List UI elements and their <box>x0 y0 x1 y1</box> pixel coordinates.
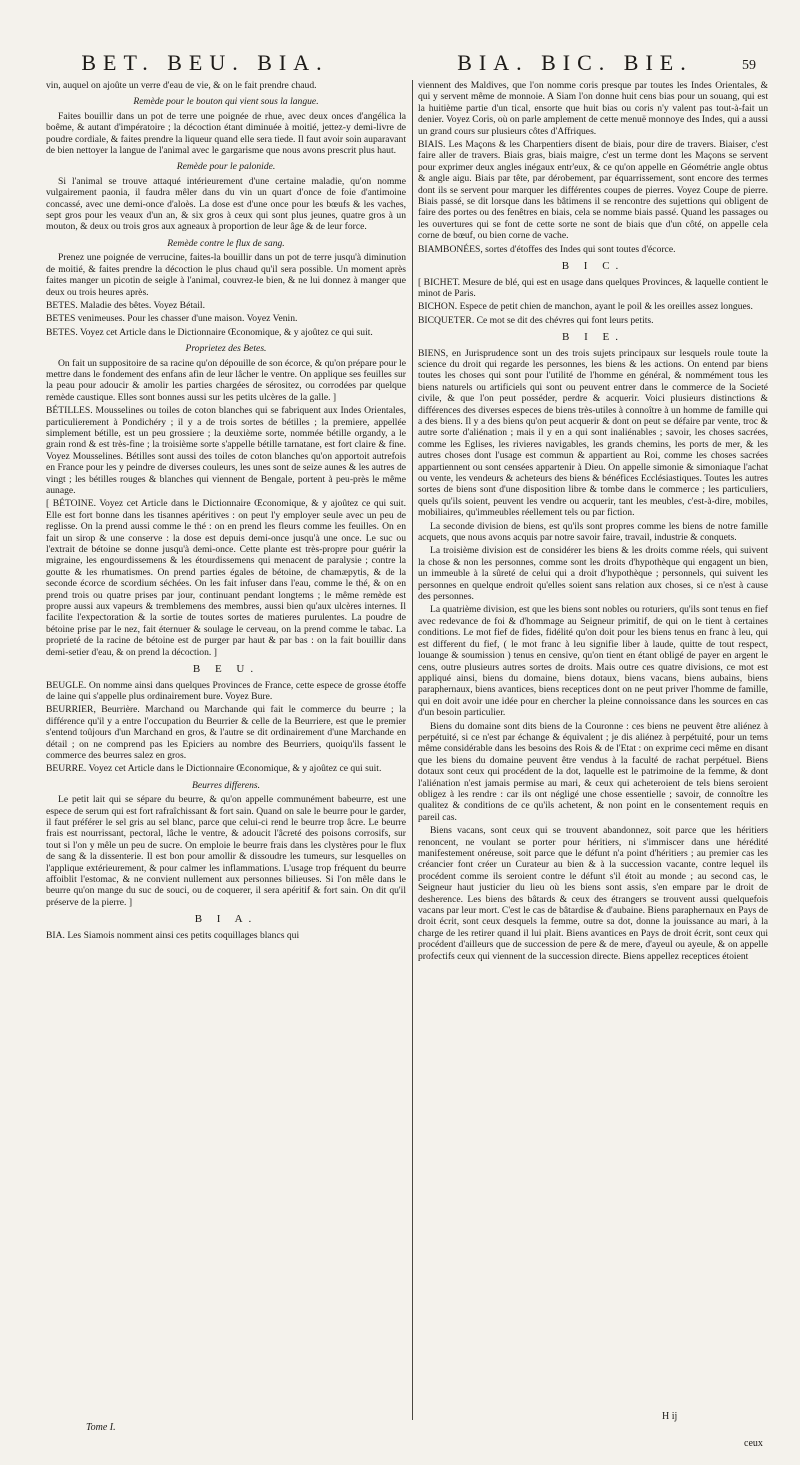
volume-signature: Tome I. <box>86 1422 116 1433</box>
text-paragraph: Biens vacans, sont ceux qui se trouvent abandonnez, soit parce que les héritiers renoncent, ne voulant se porter pour héritiers, ni s'immiscer dans une hérédité manifestement onéreuse, soit parce que le défunt n'a point d'héritiers ; au premier cas les créancier font créer un Curateur au bien & à la succession vacante, contre lequel ils procédent comme ils seroient contre le défunt s'il étoit au monde ; au second cas, le Seigneur haut justicier du lieu où les biens sont assis, s'en empare par le droit de desherence. Les biens des bâtards & ceux des étrangers se trouvent aussi quelquefois vacans par leur mort. C'est le cas de bâtardise & d'aubaine. Biens paraphernaux en Pays de droit écrit, sont ceux desquels la femme, outre sa dot, donne la jouissance au mari, à la charge de les retirer quand il lui plait. Biens avantices en Pays de droit écrit, sont ceux qui procédent d'ailleurs que de succession de pere & de mere, d'ayeul ou ayeule, & on appelle profectifs ceux qui viennent de la succession directe. Biens appellez receptices étoient <box>418 825 768 962</box>
text-paragraph: La troisième division est de considérer les biens & les droits comme réels, qui suivent la chose & non les personnes, comme sont les droits d'hypothèque qui engagent un bien, un immeuble à la sûreté de celui qui a droit d'hypothèque ; personnels, qui suivent les personnes en quelque endroit qu'elles soient sans relation aux choses, si ce n'est à cause des personnes. <box>418 545 768 603</box>
entry-subheading: Remède contre le flux de sang. <box>167 237 285 249</box>
column-rule <box>412 80 413 1420</box>
text-paragraph: Le petit lait qui se sépare du beurre, & qu'on appelle communément babeurre, est une espece de serum qui est fort rafraîchissant & fort sain. Quand on sale le beurre pour le garder, il faut préférer le sel gris au sel blanc, parce que celui-ci rend le beurre trop âcre. Le beurre frais est nourrissant, pectoral, lâche le ventre, & adoucit l'âcreté des poisons corrosifs, sur tout si l'on y mêle un peu de sucre. On emploie le beurre frais dans les clystères pour le flux de sang & la dissenterie. Il est bon pour amollir & dissoudre les tumeurs, sur lesquelles on l'applique extérieurement, & pour calmer les inflammations. L'usage trop fréquent du beurre affoiblit l'estomac, & ne convient nullement aux personnes bilieuses. Si l'on mêle dans le beurre qu'on mange du suc de souci, ou de coquerer, il sera apéritif & fort sain. On dit qu'il préserve de la pierre. ] <box>46 794 406 908</box>
text-paragraph: BETES. Maladie des bêtes. Voyez Bétail. <box>46 299 205 311</box>
text-paragraph: La seconde division de biens, est qu'ils sont propres comme les biens de notre famille acquets, que nous avons acquis par notre savoir faire, travail, industrie & conquets. <box>418 520 768 544</box>
text-paragraph: BEUGLE. On nomme ainsi dans quelques Provinces de France, cette espece de grosse étoffe de laine qui s'appelle plus ordinairement bure. Voyez Bure. <box>46 679 406 702</box>
entry-subheading: Remède pour le bouton qui vient sous la langue. <box>133 96 319 108</box>
text-paragraph: [ BÉTOINE. Voyez cet Article dans le Dictionnaire Œconomique, & y ajoûtez ce qui suit. Elle est fort bonne dans les tisannes apéritives : on peut l'y employer seule avec un peu de reglisse. On la prend aussi comme le thé : on en prend les fleurs comme les feuilles. On en fait un sirop & une conserve : la dose est depuis demi-once jusqu'à une once. Le suc ou l'extrait de bétoine se donne jusqu'à demi-once. Cette plante est très-propre pour guérir la migraine, les engourdissemens & les étourdissemens qui menacent de paralysie ; contre la goutte & les rhumatismes. On prend parties égales de bétoine, de chamæpytis, & de la seconde écorce de scordium séchées. On les fait infuser dans l'eau, comme le thé, & on en prend trois ou quatre prises par jour, continuant pendant longtems ; le même remède est propre aussi aux vapeurs & tremblemens des membres, aussi bien qu'aux ulcères internes. Il facilite l'expectoration & la sortie de toutes sortes de matieres purulentes. La poudre de bétoine prise par le nez, fait éternuer & soulage le cerveau, on la prend comme le tabac. La proprieté de la racine de bétoine est de purger par haut & par bas : on la fait bouillir dans demi-setier d'eau, & on prend la décoction. ] <box>46 498 406 658</box>
section-heading: B I A. <box>194 913 258 926</box>
text-paragraph: BICQUETER. Ce mot se dit des chévres qui font leurs petits. <box>418 314 654 326</box>
right-column <box>418 80 768 964</box>
text-paragraph: viennent des Maldives, que l'on nomme coris presque par toutes les Indes Orientales, & qui y servent même de monnoie. A Siam l'on donne huit cens bias pour un souang, qui est la huitième partie d'un tical, ensorte que huit bias ou coris n'y valent pas tout-à-fait un denier. Voyez Coris, où on parle amplement de cette menuë monnoye des Indes, qui a aussi un grand cours sur plusieurs côtes d'Affriques. <box>418 80 768 137</box>
text-paragraph: Prenez une poignée de verrucine, faites-la bouillir dans un pot de terre jusqu'à diminution de moitié, & faites prendre la décoction le plus chaud qu'il sera possible. Un moment après faites manger un picotin de seigle à l'animal, couvrez-le bien, & ne lui donnez à manger que deux ou trois heures après. <box>46 252 406 298</box>
text-paragraph: BIAIS. Les Maçons & les Charpentiers disent de biais, pour dire de travers. Biaiser, c'est faire aller de travers. Biais gras, biais maigre, c'est un terme dont les Maçons se servent pour exprimer deux angles inégaux entr'eux, & ce qu'on appelle en Géométrie angle obtus & angle aigu. Biais par tête, par dérobement, par équarrissement, sont encore des termes dont ils se servent pour marquer les différentes coupes de pierres. Voyez Coupe de pierre. Biais passé, se dit lorsque dans les bâtimens il se rencontre des sujettions qui obligent de faire des portes ou des fenêtres en biais, cela se nomme biais passé. Quand les passages ou les ouvertures qui se font de cette sorte ne sont de biais que d'un côté, on appelle cela corne de bœuf, ou bien corne de vache. <box>418 139 768 242</box>
section-heading: B E U. <box>192 663 260 676</box>
text-paragraph: Biens du domaine sont dits biens de la Couronne : ces biens ne peuvent être aliénez à perpétuité, si ce n'est par échange & équivalent ; je dis aliénez à perpétuité, pour un tems même considérable dans les besoins des Rois & de l'Etat : on exprime ceci même en disant que les biens du domaine peuvent être vendus à la faculté de rachat perpétuel. Biens dotaux sont ceux qui procédent de la dot, laquelle est le patrimoine de la femme, & dont l'aliénation n'est jamais permise au mari, & ceux qui acheteroient de tels biens seroient obligez à les rendre : car ils ont négligé une chose essentielle ; savoir, de connoître les qualitez & conditions de ce qu'ils achetent, & non point en le consentement requis en pareil cas. <box>418 720 768 823</box>
running-head-left: BET. BEU. BIA. <box>81 50 329 75</box>
text-paragraph: BIA. Les Siamois nomment ainsi ces petits coquillages blancs qui <box>46 929 300 941</box>
catchword: ceux <box>744 1438 763 1449</box>
text-paragraph: BEURRIER, Beurrière. Marchand ou Marchande qui fait le commerce du beurre ; la différence qu'il y a entre l'occupation du Beurrier & celle de la Beurriere, est que le premier s'entend toûjours d'un Marchand en gros, & l'autre se dit ordinairement d'une Marchande en détail ; on ne comprend pas les Epiciers au nombre des Beurriers, quoiqu'ils fassent le commerce des beurres salez en gros. <box>46 704 406 761</box>
text-paragraph: BIAMBONÉES, sortes d'étoffes des Indes qui sont toutes d'écorce. <box>418 243 676 255</box>
running-head-right: BIA. BIC. BIE. <box>457 50 693 75</box>
text-paragraph: Si l'animal se trouve attaqué intérieurement d'une certaine maladie, qu'on nomme vulgairement paonia, il faudra mêler dans du vin un quart d'once de foie d'antimoine concassé, avec une demi-once d'aloès. La dose est d'une once pour les bœufs & les vaches, sept gros pour les veaux d'un an, & six gros à ceux qui sont plus jeunes, quatre gros à un mouton, & deux ou trois gros aux agneaux à proportion de leur âge & de leur force. <box>46 175 406 233</box>
text-paragraph: Faites bouillir dans un pot de terre une poignée de rhue, avec deux onces d'angélica la boême, & autant d'impératoire ; la décoction étant diminuée à moitié, jettez-y demi-livre de poudre cordiale, & faites prendre la liqueur quand elle sera tiede. Il faut avoir soin auparavant de bien nettoyer la langue de l'animal avec le gargarisme que nous avons prescrit plus haut. <box>46 110 406 157</box>
page-number: 59 <box>742 58 756 73</box>
section-heading: B I E. <box>562 331 624 344</box>
text-paragraph: BEURRE. Voyez cet Article dans le Dictionnaire Œconomique, & y ajoûtez ce qui suit. <box>46 763 382 775</box>
text-paragraph: BETES venimeuses. Pour les chasser d'une maison. Voyez Venin. <box>46 313 298 325</box>
text-paragraph: vin, auquel on ajoûte un verre d'eau de vie, & on le fait prendre chaud. <box>46 80 317 91</box>
text-paragraph: BIENS, en Jurisprudence sont un des trois sujets principaux sur lesquels roule toute la science du droit qui regarde les personnes, les biens & les actions. On entend par biens toutes les choses qui sont pour l'utilité de l'homme en général, & nommément tous les biens naturels ou artificiels qui sont ou peuvent entrer dans le commerce de la Societé civile, & que l'on peut posséder, perdre & acquerir. Voici plusieurs distinctions & différences des diverses especes de biens très-utiles à connoître à un homme de famille qui a des biens. Il y a des biens qu'on peut acquerir & dont on peut se défaire par vente, troc & autre sorte d'aliénation ; mais il y en a qui sont inaliénables ; savoir, les choses sacrées, comme les Eglises, les rivieres navigables, les grands chemins, les ports de mer, & les autres choses dont l'usage est commun & appartient au Roi, comme les choses sacrées appartiennent ou sont censées appartenir à Dieu. On appelle simonie & simoniaque l'achat ou vente, les vendeurs & acheteurs des biens & bénéfices Ecclésiastiques. Toutes les autres sortes de biens sont d'une disposition libre & tombe dans le commerce ; les particuliers, quels qu'ils soient, peuvent les vendre ou acquerir, tant les meubles, c'est-à-dire, mobiles, mobiliaires, qu'immeubles réellement tels ou par fiction. <box>418 347 768 519</box>
text-paragraph: La quatrième division, est que les biens sont nobles ou roturiers, qu'ils sont tenus en fief avec redevance de foi & d'hommage au Seigneur primitif, de qui on le tient à certaines conditions. Le mot fief de fides, fidélité qu'on doit pour les biens tenus en franc à leu, qui est different du fief, ( le mot franc à leu signifie liber à laude, quitte de tout respect, louange & soumission ) tenus en censive, qu'on tient en étant obligé de payer en argent le cens, outre plusieurs autres sortes de droits. Mais outre ces quatre divisions, ce mot est appliqué ainsi, biens du domaine, biens dotaux, biens vacans, biens aubains, biens paraphernaux, biens avantices, biens receptices dont on ne peut priver l'homme de famille, qui en doit avoir une idée pour en chercher la pleine connoissance dans les sources en cas d'un besoin particulier. <box>418 604 768 719</box>
entry-subheading: Remède pour le palonide. <box>176 161 276 173</box>
text-paragraph: On fait un suppositoire de sa racine qu'on dépouille de son écorce, & qu'on prépare pour le mettre dans le fondement des enfans afin de leur lâcher le ventre. On applique ses feuilles sur la peau pour adoucir & amolir les parties chargées de sérositez, ou corrodées par quelque remède caustique. Elles sont bonnes aussi sur les petits ulcères de la galle. ] <box>46 357 406 403</box>
signature-mark: H ij <box>662 1411 678 1422</box>
left-column <box>46 80 406 943</box>
text-paragraph: [ BICHET. Mesure de blé, qui est en usage dans quelques Provinces, & laquelle contient le minot de Paris. <box>418 276 768 299</box>
section-heading: B I C. <box>561 260 625 273</box>
text-paragraph: BÉTILLES. Mousselines ou toiles de coton blanches qui se fabriquent aux Indes Orientales, particulierement à Pondichéry ; il y a de trois sortes de bétilles ; la premiere, appellée simplement bétille, est un peu grossiere ; la deuxième sorte, nommée bétille organdy, a le grain rond & est très-fine ; la troisième sorte s'appelle bétille tarnatane, est fort claire & fine. Voyez Mousselines. Bétilles sont aussi des toiles de coton blanches qu'on apportoit autrefois en France pour les y peindre de diverses couleurs, les unes sont de seize aunes & les autres de vingt ; les bétilles rouges & blanches qui viennent de Bengale, portent à peu-près le même aunage. <box>46 405 406 496</box>
entry-subheading: Beurres differens. <box>191 779 261 791</box>
entry-subheading: Proprietez des Betes. <box>185 343 267 355</box>
text-paragraph: BICHON. Espece de petit chien de manchon, ayant le poil & les oreilles assez longues. <box>418 301 753 313</box>
text-paragraph: BETES. Voyez cet Article dans le Dictionnaire Œconomique, & y ajoûtez ce qui suit. <box>46 326 373 338</box>
